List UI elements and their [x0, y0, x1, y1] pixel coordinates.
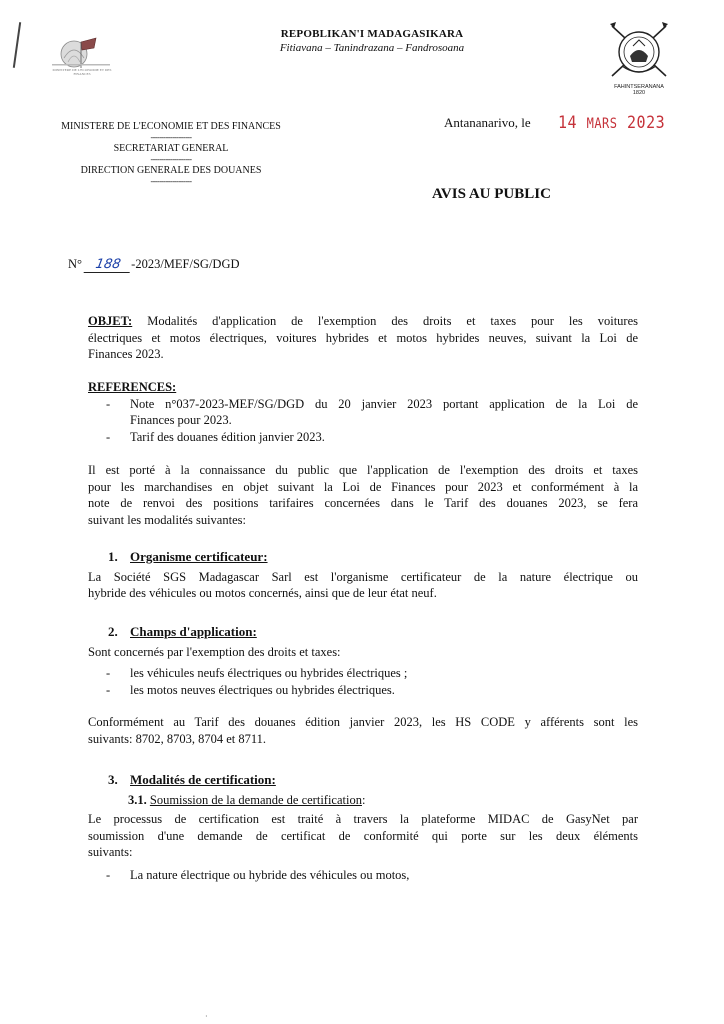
header-republic: [200, 28, 544, 54]
hs-code-line-2: suivants: 8702, 8703, 8704 et 8711.: [88, 731, 267, 746]
objet-line-3: Finances 2023.: [88, 347, 164, 361]
emblem-caption-year: 1820: [632, 90, 646, 97]
intro-line-2: pour les marchandises en objet suivant la Loi de Finances pour 2023 et conformément à la: [88, 479, 638, 494]
section-3: [88, 772, 638, 883]
section-3-line-3: suivants:: [88, 845, 133, 859]
pen-mark: [13, 22, 21, 68]
separator: -------------------: [150, 133, 192, 142]
separator: -------------------: [150, 177, 192, 186]
reference-item: [88, 396, 638, 429]
section-number: 2.: [108, 624, 118, 639]
section-title: Modalités de certification:: [130, 772, 276, 787]
ministry-line-2: SECRETARIAT GENERAL: [113, 143, 229, 154]
reference-item-line-1: Note n°037-2023-MEF/SG/DGD du 20 janvier 2023 portant application de la Loi de: [130, 396, 638, 411]
section-2-intro: Sont concernés par l'exemption des droits et taxes:: [88, 644, 341, 659]
section-number: 1.: [108, 549, 118, 564]
separator: -------------------: [150, 155, 192, 164]
section-1-line-2: hybride des véhicules ou motos concernés, ainsi que de leur état neuf.: [88, 586, 437, 600]
list-item-text: La nature électrique ou hybride des véhicules ou motos,: [130, 867, 410, 882]
date-stamp: [558, 112, 665, 133]
section-2: [88, 624, 638, 747]
reference-item-text: Tarif des douanes édition janvier 2023.: [130, 429, 325, 444]
section-2-heading: [88, 624, 638, 641]
references-label: REFERENCES:: [88, 380, 177, 394]
ref-prefix: N°: [68, 257, 83, 271]
ref-handwritten-number: 188: [84, 257, 133, 273]
hs-code-line-1: Conformément au Tarif des douanes édition janvier 2023, les HS CODE y afférents sont les: [88, 715, 638, 729]
list-item: [88, 867, 638, 884]
ministry-line-3: DIRECTION GENERALE DES DOUANES: [80, 165, 262, 176]
emblem-caption: [600, 84, 678, 97]
bullet-dash: -: [106, 867, 111, 882]
stamp-year: 2023: [627, 112, 666, 133]
scan-mark: ·: [205, 1012, 208, 1021]
ministry-logo: [44, 28, 118, 78]
intro-line-3: note de renvoi des positions tarifaires concernées dans le Tarif des douanes 2023, se fera: [88, 496, 638, 510]
section-1-line-1: La Société SGS Madagascar Sarl est l'organisme certificateur de la nature électrique ou: [88, 569, 638, 584]
section-1: [88, 549, 638, 602]
ministry-logo-caption: MINISTERE DE L'ECONOMIE ET DES FINANCES: [52, 68, 112, 76]
list-item-text: les véhicules neufs électriques ou hybrides électriques ;: [130, 666, 408, 680]
bullet-dash: -: [106, 396, 111, 411]
bullet-dash: -: [106, 682, 111, 697]
section-number: 3.: [108, 772, 118, 787]
objet-text-1: Modalités d'application de l'exemption des droits et taxes pour les voitures: [147, 314, 639, 328]
intro-line-4: suivant les modalités suivantes:: [88, 512, 246, 527]
subsection-colon: :: [361, 792, 366, 807]
references-block: [88, 379, 638, 445]
objet-paragraph: [88, 313, 638, 363]
reference-item: [88, 429, 638, 446]
ministry-block: [52, 120, 290, 186]
section-3-line-1: Le processus de certification est traité à travers la plateforme MIDAC de GasyNet par: [88, 812, 638, 826]
ministry-logo-icon: [44, 28, 118, 70]
ref-suffix: -2023/MEF/SG/DGD: [131, 257, 240, 271]
place-label: Antananarivo, le: [444, 115, 531, 130]
bullet-dash: -: [106, 666, 111, 680]
section-1-heading: [88, 549, 638, 566]
subsection-3-1-heading: [128, 792, 638, 809]
republic-motto: Fitiavana – Tanindrazana – Fandrosoana: [279, 42, 465, 54]
objet-line-1: [88, 313, 638, 330]
subsection-title: Soumission de la demande de certification: [149, 792, 362, 807]
ministry-line-1: MINISTERE DE L'ECONOMIE ET DES FINANCES: [61, 121, 281, 132]
intro-line-1: Il est porté à la connaissance du public que l'application de l'exemption des droits et taxes: [88, 463, 638, 477]
section-3-heading: [88, 772, 638, 789]
subsection-number: 3.1.: [128, 792, 147, 807]
objet-label: OBJET:: [88, 314, 133, 328]
intro-paragraph: [88, 462, 638, 528]
emblem-caption-text: FAHINTSERANANA: [614, 84, 664, 90]
national-emblem: [600, 18, 678, 102]
bullet-dash: -: [106, 429, 111, 444]
republic-name: REPOBLIKAN'I MADAGASIKARA: [280, 28, 464, 40]
section-title: Organisme certificateur:: [130, 549, 268, 564]
reference-item-line-2: Finances pour 2023.: [130, 413, 232, 427]
stamp-day: 14: [558, 112, 578, 133]
section-title: Champs d'application:: [130, 624, 257, 639]
list-item-text: les motos neuves électriques ou hybrides électriques.: [130, 682, 395, 697]
national-emblem-icon: [600, 18, 678, 84]
objet-line-2: électriques et motos électriques, voitures hybrides et motos hybrides neuves, suivant la Loi de: [88, 330, 638, 345]
section-3-line-2: soumission d'une demande de certificat de conformité qui porte sur les deux éléments: [88, 828, 638, 843]
stamp-month: MARS: [586, 115, 618, 132]
list-item: [88, 682, 638, 699]
reference-number: [68, 257, 240, 273]
list-item: [88, 665, 638, 682]
document-title: AVIS AU PUBLIC: [432, 186, 551, 202]
